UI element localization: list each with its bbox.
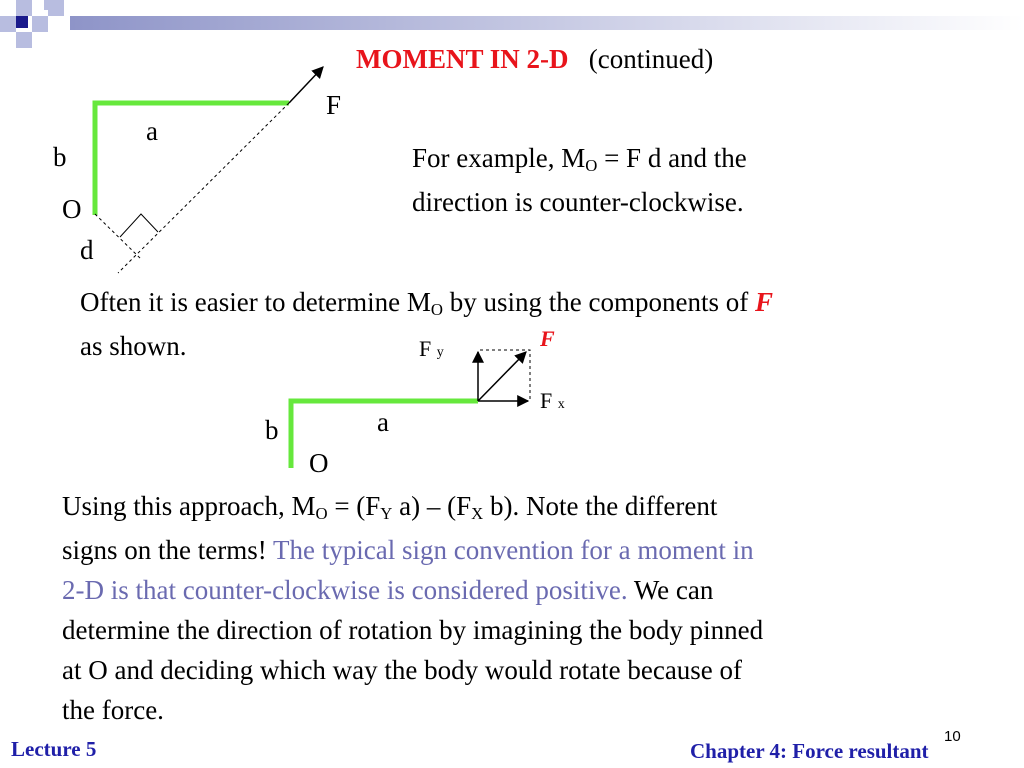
components-text: Often it is easier to determine $M_O$ by using the components of F as shown. <box>80 287 773 361</box>
fig2-label-O: O <box>309 448 329 478</box>
example-text: For example, $M_O = F$ d and the direction is counter-clockwise. <box>412 143 747 217</box>
fig1-label-b: b <box>53 142 67 172</box>
footer-lecture: Lecture 5 <box>11 737 97 761</box>
fig1-label-F: F <box>326 90 342 120</box>
approach-paragraph: Using this approach, $M_O = (F_Y$ $a) - (F_X$ b). Note the different signs on the terms! The typical sign convention for a moment in 2-D is that counter-clockwise is considered positive. We can determine the direction of rotation by imagining the body pinned at O and deciding which way the body would rotate because of the force. <box>62 491 764 725</box>
fig2-label-F: F <box>540 326 555 351</box>
fig1-label-a: a <box>146 116 158 146</box>
title-main: MOMENT IN 2-D <box>356 44 569 74</box>
fig2-label-Fy: F y <box>419 336 444 361</box>
fig1-label-O: O <box>62 194 82 224</box>
fig1-label-d: d <box>80 235 94 265</box>
fig2-label-Fx: F x <box>540 388 565 413</box>
figure-moment-components <box>0 0 620 480</box>
page-number: 10 <box>944 728 961 745</box>
footer-chapter: Chapter 4: Force resultant <box>690 739 929 763</box>
title-suffix: (continued) <box>588 44 714 74</box>
fig2-label-a: a <box>377 407 389 437</box>
resultant-arrow <box>478 352 526 401</box>
fig2-label-b: b <box>265 415 279 445</box>
